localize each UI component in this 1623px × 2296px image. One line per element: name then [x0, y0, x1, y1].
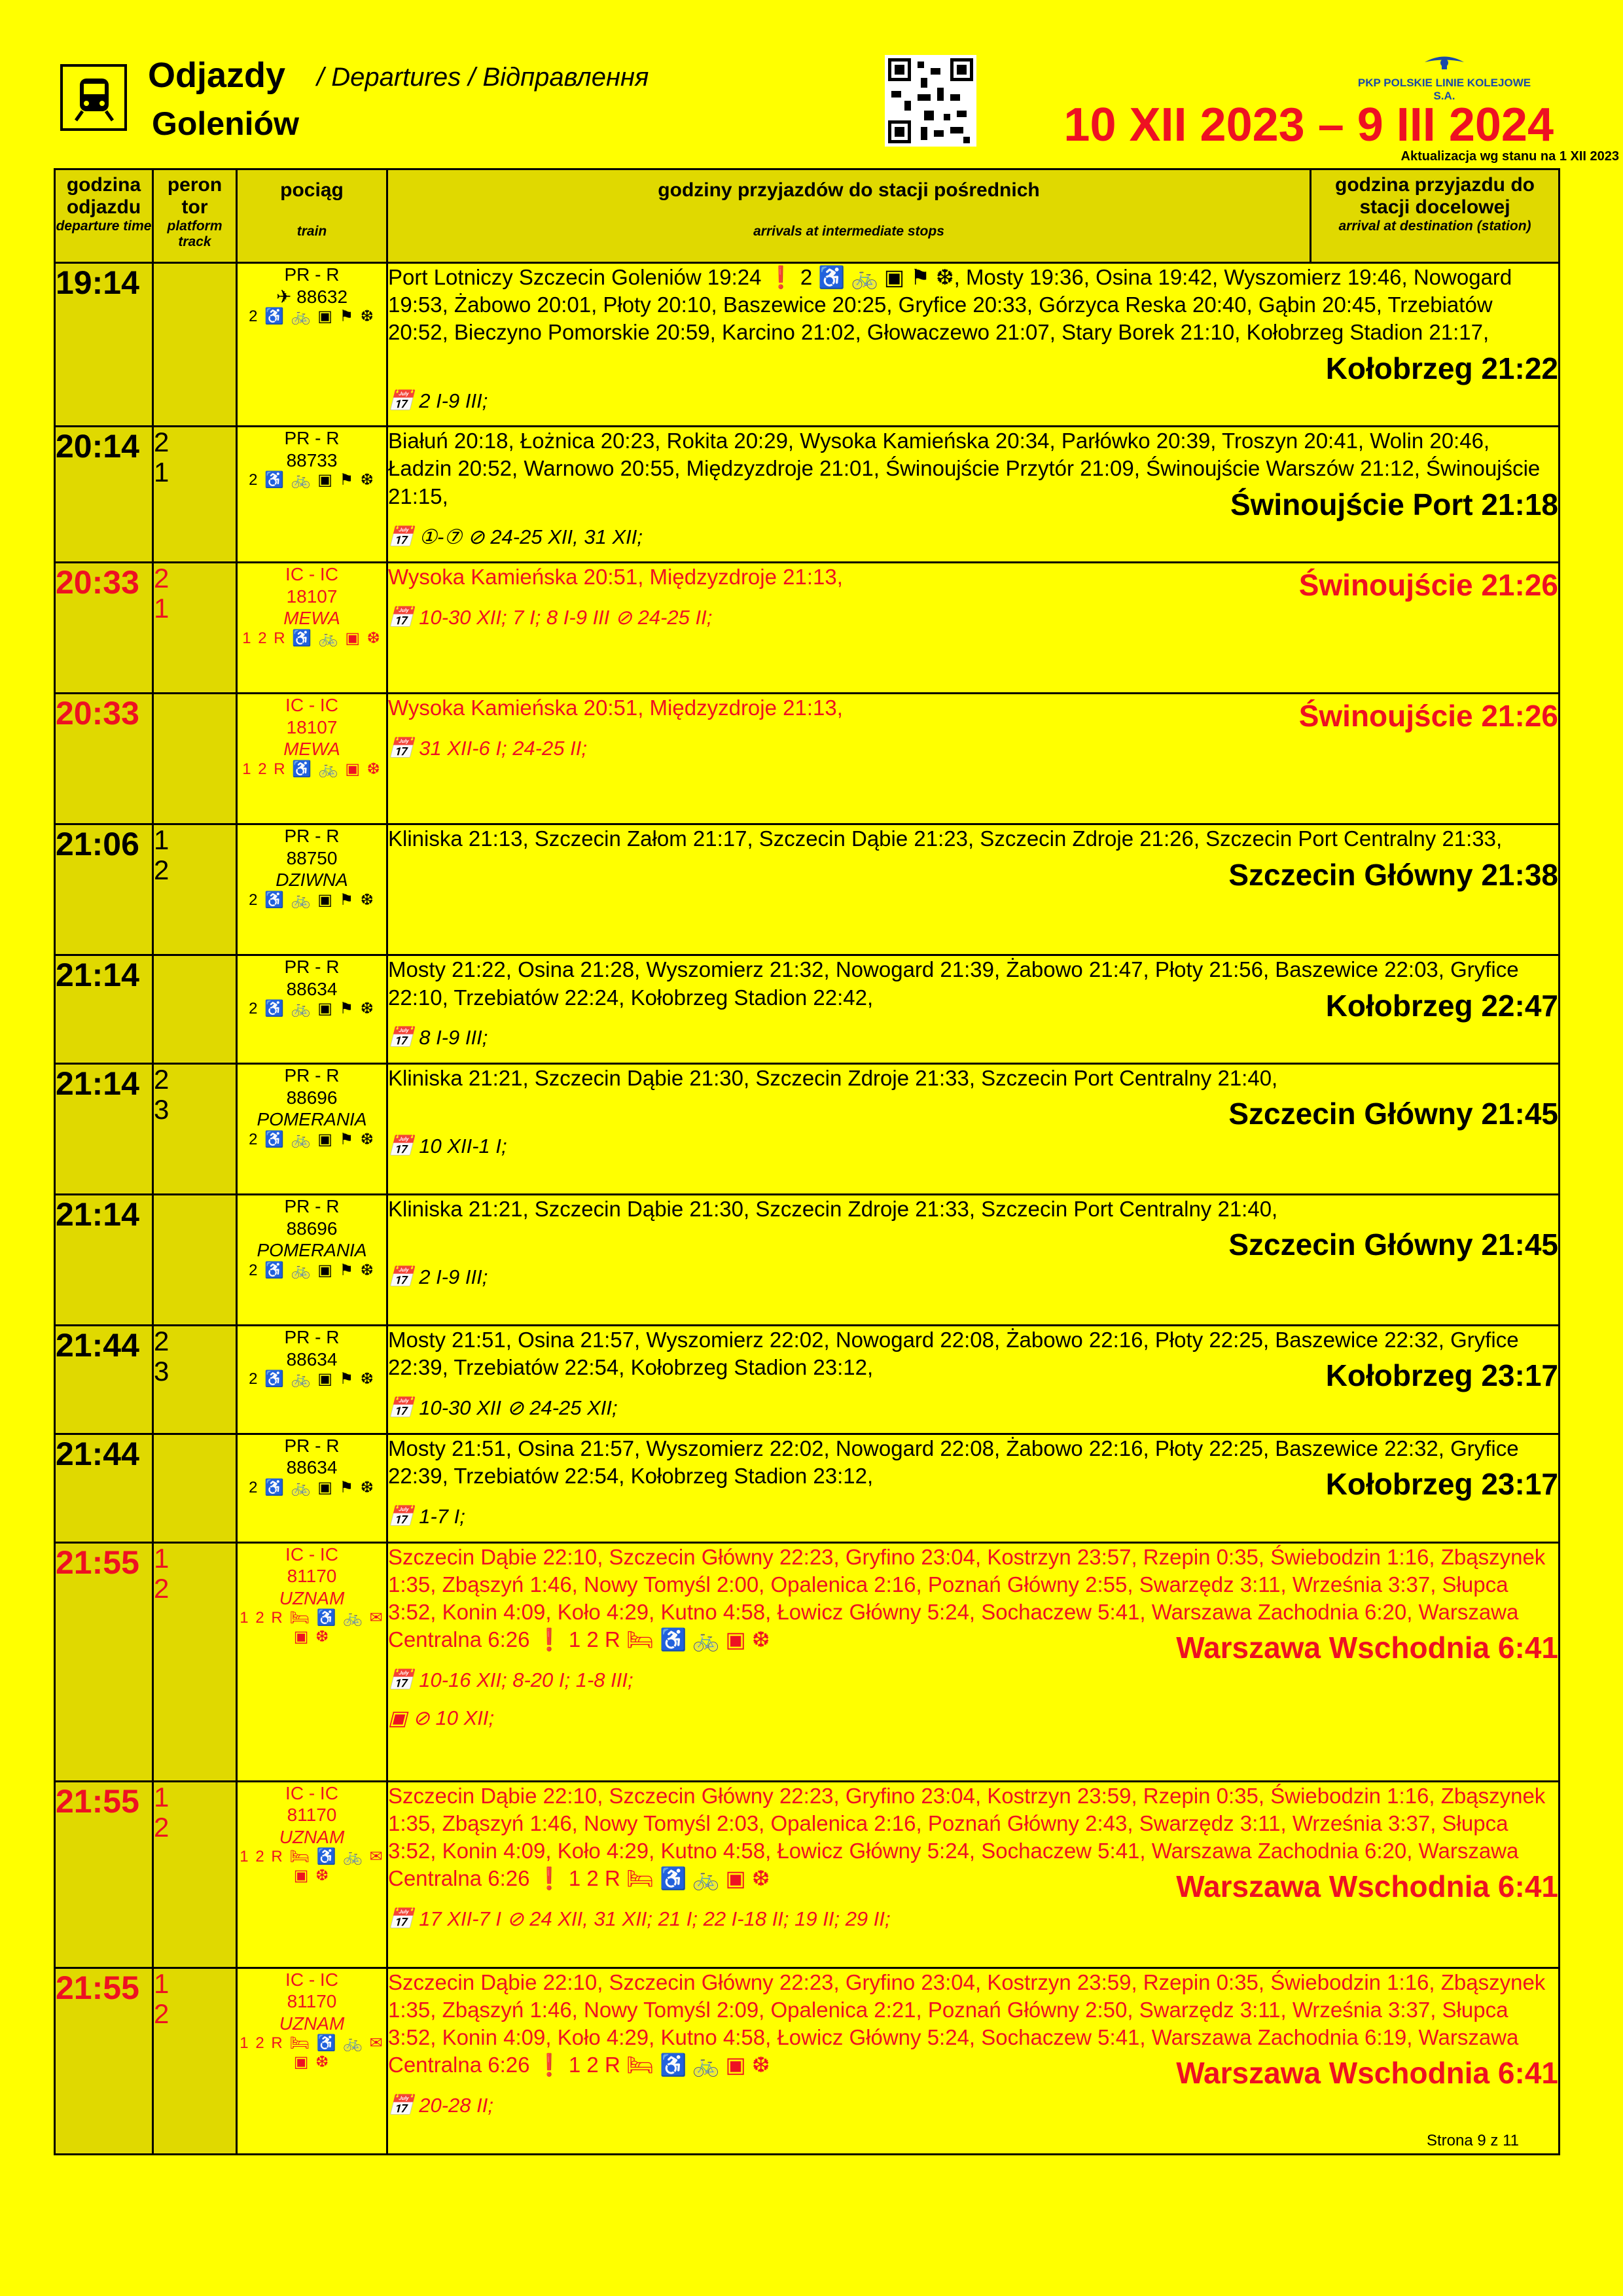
- qr-code-icon: [885, 55, 976, 147]
- departure-time: 21:44: [55, 1326, 153, 1434]
- stops-cell: [387, 694, 1560, 824]
- train-category: PR - R: [284, 1196, 340, 1217]
- table-row: [55, 563, 1560, 694]
- col-header-stops: godziny przyjazdów do stacji pośrednich arrivals at intermediate stops: [387, 169, 1311, 263]
- platform: 2 1: [153, 427, 237, 563]
- platform: 2 3: [153, 1064, 237, 1195]
- service-icons: 1 2 R 🛏 ♿ 🚲 ✉ ▣ ❆: [240, 1848, 384, 1885]
- departure-time: 21:06: [55, 824, 153, 955]
- train-category: PR - R: [284, 1435, 340, 1456]
- col-header-destination: godzina przyjazdu do stacji docelowej arrival at destination (station): [1311, 169, 1560, 263]
- service-icons: 2 ♿ 🚲 ▣ ⚑ ❆: [249, 308, 375, 326]
- platform: [153, 1195, 237, 1326]
- intermediate-stops: Szczecin Dąbie 22:10, Szczecin Główny 22:23, Gryfino 23:04, Kostrzyn 23:57, Rzepin 0:35, Świebodzin 1:16, Zbąszynek 1:35, Zbąszyń 1:46, Nowy Tomyśl 2:00, Opalenica 2:16, Poznań Główny 2:55, Swarzędz 3:11, Września 3:37, Słupca 3:52, Konin 4:09, Koło 4:29, Kutno 4:58, Łowicz Główny 5:24, Sochaczew 5:41, Warszawa Zachodnia 6:20, Warszawa Centralna 6:26 ❗ 1 2 R 🛏 ♿ 🚲 ▣ ❆: [388, 1544, 1546, 1652]
- train-info: [237, 1781, 387, 1968]
- service-icons: 1 2 R ♿ 🚲 ▣ ❆: [242, 760, 382, 779]
- train-number: 18107: [286, 586, 338, 607]
- update-note: Aktualizacja wg stanu na 1 XII 2023: [1400, 149, 1619, 164]
- stops-cell: [387, 1542, 1560, 1781]
- train-info: [237, 824, 387, 955]
- intermediate-stops: Mosty 21:51, Osina 21:57, Wyszomierz 22:02, Nowogard 22:08, Żabowo 22:16, Płoty 22:25, Baszewice 22:32, Gryfice 22:39, Trzebiatów 22:54, Kołobrzeg Stadion 23:12,: [388, 1328, 1519, 1380]
- train-category: IC - IC: [285, 1544, 338, 1564]
- destination-arrival: Kołobrzeg 21:22: [1325, 351, 1558, 385]
- page-title: Odjazdy: [148, 56, 286, 95]
- table-row: [55, 1064, 1560, 1195]
- stops-cell: [387, 1434, 1560, 1542]
- col-header-train: pociąg train: [237, 169, 387, 263]
- train-category: PR - R: [284, 957, 340, 978]
- platform: 1 2: [153, 1542, 237, 1781]
- train-info: [237, 1434, 387, 1542]
- service-icons: 1 2 R ♿ 🚲 ▣ ❆: [242, 629, 382, 648]
- station-name: Goleniów: [152, 105, 299, 142]
- service-icons: 2 ♿ 🚲 ▣ ⚑ ❆: [249, 1370, 375, 1388]
- calendar-note: 📅 20-28 II;: [388, 2094, 493, 2117]
- platform: 2 3: [153, 1326, 237, 1434]
- intermediate-stops: Kliniska 21:13, Szczecin Załom 21:17, Szczecin Dąbie 21:23, Szczecin Zdroje 21:26, Szczecin Port Centralny 21:33,: [388, 826, 1503, 851]
- calendar-note: 📅 ①-⑦ ⊘ 24-25 XII, 31 XII;: [388, 525, 643, 548]
- departure-time: 21:14: [55, 1195, 153, 1326]
- train-info: [237, 263, 387, 427]
- platform: 1 2: [153, 1968, 237, 2154]
- table-row: [55, 1195, 1560, 1326]
- intermediate-stops: Mosty 21:51, Osina 21:57, Wyszomierz 22:02, Nowogard 22:08, Żabowo 22:16, Płoty 22:25, Baszewice 22:32, Gryfice 22:39, Trzebiatów 22:54, Kołobrzeg Stadion 23:12,: [388, 1436, 1519, 1489]
- train-category: PR - R: [284, 826, 340, 847]
- stops-cell: [387, 1326, 1560, 1434]
- service-icons: 2 ♿ 🚲 ▣ ⚑ ❆: [249, 891, 375, 910]
- destination-arrival: Szczecin Główny 21:38: [1228, 857, 1558, 892]
- destination-arrival: Kołobrzeg 23:17: [1325, 1358, 1558, 1393]
- train-info: [237, 694, 387, 824]
- departure-time: 19:14: [55, 263, 153, 427]
- table-row: [55, 1781, 1560, 1968]
- stops-cell: [387, 1781, 1560, 1968]
- departures-table: [54, 168, 1560, 2155]
- train-name: UZNAM: [279, 1826, 345, 1847]
- table-row: [55, 1326, 1560, 1434]
- destination-arrival: Kołobrzeg 22:47: [1325, 988, 1558, 1023]
- train-info: [237, 1195, 387, 1326]
- stops-cell: [387, 824, 1560, 955]
- intermediate-stops: Szczecin Dąbie 22:10, Szczecin Główny 22:23, Gryfino 23:04, Kostrzyn 23:59, Rzepin 0:35, Świebodzin 1:16, Zbąszynek 1:35, Zbąszyń 1:46, Nowy Tomyśl 2:03, Opalenica 2:16, Poznań Główny 2:43, Swarzędz 3:11, Września 3:37, Słupca 3:52, Konin 4:09, Koło 4:29, Kutno 4:58, Łowicz Główny 5:24, Sochaczew 5:41, Warszawa Zachodnia 6:20, Warszawa Centralna 6:26 ❗ 1 2 R 🛏 ♿ 🚲 ▣ ❆: [388, 1783, 1546, 1891]
- table-row: [55, 955, 1560, 1064]
- train-info: [237, 955, 387, 1064]
- stops-cell: [387, 563, 1560, 694]
- destination-arrival: Świnoujście 21:26: [1298, 568, 1558, 603]
- calendar-note: 📅 1-7 I;: [388, 1504, 465, 1528]
- train-number: 81170: [287, 1566, 337, 1587]
- service-icons: 2 ♿ 🚲 ▣ ⚑ ❆: [249, 1130, 375, 1148]
- destination-arrival: Kołobrzeg 23:17: [1325, 1467, 1558, 1502]
- train-name: DZIWNA: [276, 870, 348, 891]
- stops-cell: [387, 1064, 1560, 1195]
- train-number: ✈ 88632: [276, 286, 348, 307]
- intermediate-stops: Białuń 20:18, Łożnica 20:23, Rokita 20:29, Wysoka Kamieńska 20:34, Parłówko 20:39, Troszyn 20:41, Wolin 20:46, Ładzin 20:52, Warnowo 20:55, Międzyzdroje 21:01, Świnoujście Przytór 21:09, Świnoujście Warszów 21:12, Świnoujście 21:15,: [388, 429, 1541, 508]
- train-info: [237, 427, 387, 563]
- platform: [153, 694, 237, 824]
- train-icon: [60, 64, 127, 131]
- destination-arrival: Świnoujście 21:26: [1298, 699, 1558, 733]
- destination-arrival: Warszawa Wschodnia 6:41: [1176, 1869, 1558, 1904]
- service-icons: 2 ♿ 🚲 ▣ ⚑ ❆: [249, 1479, 375, 1497]
- train-info: [237, 563, 387, 694]
- train-number: 88634: [286, 1457, 338, 1478]
- operator-name: PKP POLSKIE LINIE KOLEJOWE S.A.: [1357, 77, 1531, 102]
- stops-cell: [387, 263, 1560, 427]
- intermediate-stops: Wysoka Kamieńska 20:51, Międzyzdroje 21:13,: [388, 565, 843, 590]
- intermediate-stops: Wysoka Kamieńska 20:51, Międzyzdroje 21:13,: [388, 696, 843, 720]
- departure-time: 20:33: [55, 563, 153, 694]
- train-info: [237, 1064, 387, 1195]
- train-number: 81170: [287, 1991, 337, 2012]
- train-info: [237, 1542, 387, 1781]
- destination-arrival: Warszawa Wschodnia 6:41: [1176, 1631, 1558, 1665]
- departure-time: 21:14: [55, 955, 153, 1064]
- train-name: UZNAM: [279, 1587, 345, 1608]
- service-icons: 2 ♿ 🚲 ▣ ⚑ ❆: [249, 1261, 375, 1279]
- departure-time: 21:55: [55, 1542, 153, 1781]
- train-category: PR - R: [284, 264, 340, 285]
- departure-time: 20:33: [55, 694, 153, 824]
- table-header-row: [55, 169, 1560, 263]
- page-header: [55, 46, 1619, 170]
- train-number: 88634: [286, 978, 338, 999]
- train-category: IC - IC: [285, 564, 338, 585]
- departure-time: 21:44: [55, 1434, 153, 1542]
- departure-time: 21:14: [55, 1064, 153, 1195]
- calendar-note: 📅 10-30 XII; 7 I; 8 I-9 III ⊘ 24-25 II;: [388, 606, 713, 629]
- train-category: PR - R: [284, 428, 340, 449]
- train-number: 88733: [286, 450, 338, 470]
- stops-cell: [387, 1968, 1560, 2154]
- destination-arrival: Szczecin Główny 21:45: [1228, 1227, 1558, 1262]
- service-icons: 2 ♿ 🚲 ▣ ⚑ ❆: [249, 471, 375, 489]
- train-name: UZNAM: [279, 2013, 345, 2034]
- intermediate-stops: Kliniska 21:21, Szczecin Dąbie 21:30, Szczecin Zdroje 21:33, Szczecin Port Centralny 21:40,: [388, 1066, 1278, 1091]
- train-number: 88634: [286, 1349, 338, 1369]
- col-header-platform: peron tor platform track: [153, 169, 237, 263]
- calendar-note: 📅 2 I-9 III;: [388, 1265, 488, 1289]
- page-number: Strona 9 z 11: [1427, 2132, 1519, 2149]
- calendar-note: 📅 10 XII-1 I;: [388, 1135, 507, 1158]
- calendar-note: 📅 10-30 XII ⊘ 24-25 XII;: [388, 1396, 618, 1420]
- service-icons: 2 ♿ 🚲 ▣ ⚑ ❆: [249, 1000, 375, 1018]
- table-row: [55, 263, 1560, 427]
- departure-time: 20:14: [55, 427, 153, 563]
- page-subtitle: / Departures / Відправлення: [317, 63, 649, 92]
- intermediate-stops: Szczecin Dąbie 22:10, Szczecin Główny 22:23, Gryfino 23:04, Kostrzyn 23:59, Rzepin 0:35, Świebodzin 1:16, Zbąszynek 1:35, Zbąszyń 1:46, Nowy Tomyśl 2:09, Opalenica 2:21, Poznań Główny 2:50, Swarzędz 3:11, Września 3:37, Słupca 3:52, Konin 4:09, Koło 4:29, Kutno 4:58, Łowicz Główny 5:24, Sochaczew 5:41, Warszawa Zachodnia 6:19, Warszawa Centralna 6:26 ❗ 1 2 R 🛏 ♿ 🚲 ▣ ❆: [388, 1969, 1546, 2077]
- train-number: 81170: [287, 1805, 337, 1826]
- pkp-logo: [1356, 52, 1533, 103]
- intermediate-stops: Kliniska 21:21, Szczecin Dąbie 21:30, Szczecin Zdroje 21:33, Szczecin Port Centralny 21:40,: [388, 1197, 1278, 1222]
- table-row: [55, 824, 1560, 955]
- destination-arrival: Warszawa Wschodnia 6:41: [1176, 2056, 1558, 2091]
- destination-arrival: Szczecin Główny 21:45: [1228, 1097, 1558, 1131]
- intermediate-stops: Port Lotniczy Szczecin Goleniów 19:24 ❗ 2 ♿ 🚲 ▣ ⚑ ❆, Mosty 19:36, Osina 19:42, Wyszomierz 19:46, Nowogard 19:53, Żabowo 20:01, Płoty 20:10, Baszewice 20:25, Gryfice 20:33, Górzyca Reska 20:40, Gąbin 20:45, Trzebiatów 20:52, Bieczyno Pomorskie 20:59, Karcino 21:02, Głowaczewo 21:07, Stary Borek 21:10, Kołobrzeg Stadion 21:17,: [388, 265, 1512, 345]
- train-name: POMERANIA: [257, 1240, 367, 1261]
- train-info: [237, 1968, 387, 2154]
- train-number: 88696: [286, 1218, 338, 1239]
- platform: [153, 263, 237, 427]
- stops-cell: [387, 955, 1560, 1064]
- table-row: [55, 427, 1560, 563]
- calendar-note: 📅 31 XII-6 I; 24-25 II;: [388, 737, 587, 760]
- intermediate-stops: Mosty 21:22, Osina 21:28, Wyszomierz 21:32, Nowogard 21:39, Żabowo 21:47, Płoty 21:56, Baszewice 22:03, Gryfice 22:10, Trzebiatów 22:24, Kołobrzeg Stadion 22:42,: [388, 957, 1519, 1010]
- service-icons: 1 2 R 🛏 ♿ 🚲 ✉ ▣ ❆: [240, 1609, 384, 1646]
- platform: 1 2: [153, 1781, 237, 1968]
- train-number: 88750: [286, 847, 338, 868]
- train-number: 18107: [286, 716, 338, 737]
- table-row: [55, 694, 1560, 824]
- train-category: IC - IC: [285, 1969, 338, 1990]
- train-category: IC - IC: [285, 1782, 338, 1803]
- train-info: [237, 1326, 387, 1434]
- platform: [153, 1434, 237, 1542]
- train-category: IC - IC: [285, 695, 338, 716]
- calendar-note: 📅 2 I-9 III;: [388, 389, 488, 412]
- table-row: [55, 1968, 1560, 2154]
- stops-cell: [387, 1195, 1560, 1326]
- calendar-note: 📅 17 XII-7 I ⊘ 24 XII, 31 XII; 21 I; 22 I-18 II; 19 II; 29 II;: [388, 1907, 891, 1931]
- stops-cell: [387, 427, 1560, 563]
- train-category: PR - R: [284, 1327, 340, 1348]
- table-row: [55, 1434, 1560, 1542]
- train-category: PR - R: [284, 1065, 340, 1086]
- destination-arrival: Świnoujście Port 21:18: [1230, 487, 1558, 521]
- platform: 2 1: [153, 563, 237, 694]
- table-row: [55, 1542, 1560, 1781]
- validity-period: 10 XII 2023 – 9 III 2024: [1063, 99, 1554, 151]
- platform: 1 2: [153, 824, 237, 955]
- departure-time: 21:55: [55, 1968, 153, 2154]
- calendar-note: 📅 8 I-9 III;: [388, 1026, 488, 1050]
- train-name: MEWA: [283, 608, 340, 629]
- service-icons: 1 2 R 🛏 ♿ 🚲 ✉ ▣ ❆: [240, 2034, 384, 2072]
- train-number: 88696: [286, 1087, 338, 1108]
- col-header-time: godzina odjazdu departure time: [55, 169, 153, 263]
- train-name: MEWA: [283, 739, 340, 760]
- platform: [153, 955, 237, 1064]
- calendar-note: 📅 10-16 XII; 8-20 I; 1-8 III;: [388, 1669, 633, 1692]
- train-name: POMERANIA: [257, 1109, 367, 1130]
- departure-time: 21:55: [55, 1781, 153, 1968]
- extra-note: ▣ ⊘ 10 XII;: [388, 1706, 495, 1729]
